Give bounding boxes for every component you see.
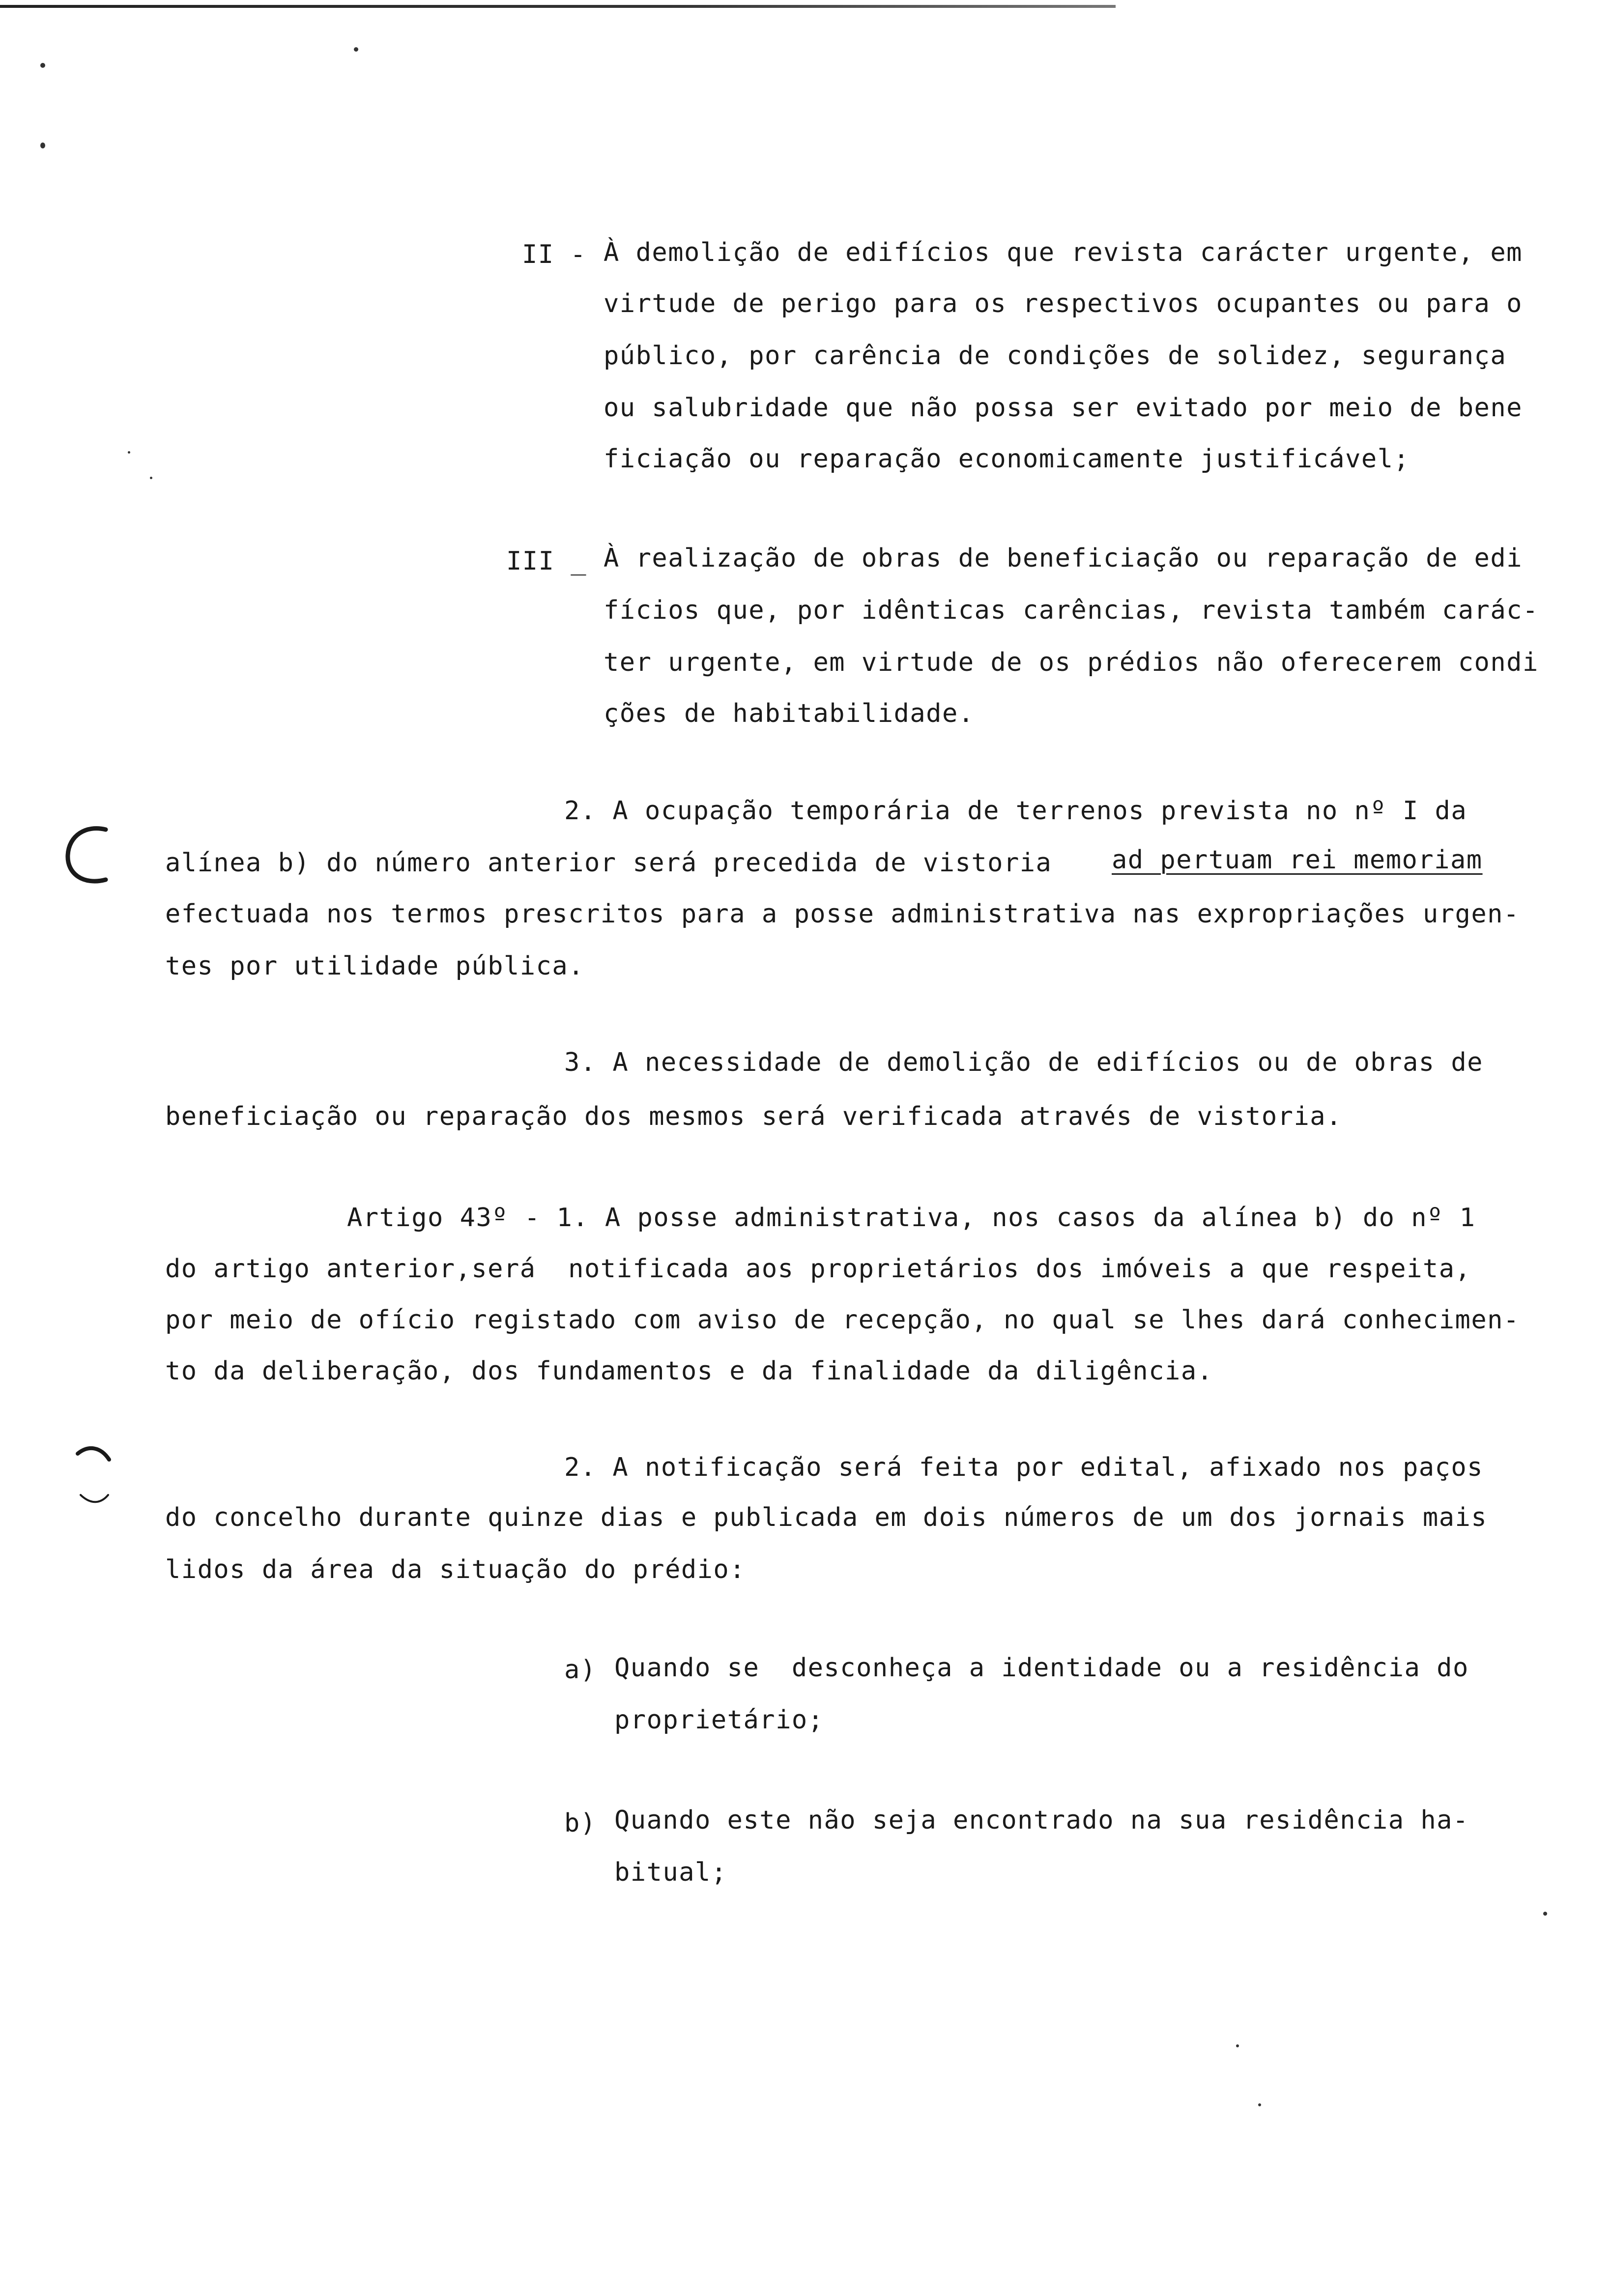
list-label: b) bbox=[564, 1808, 597, 1838]
text-line: to da deliberação, dos fundamentos e da finalidade da diligência. bbox=[165, 1356, 1213, 1386]
text-line: por meio de ofício registado com aviso de recepção, no qual se lhes dará conhecimen- bbox=[165, 1305, 1520, 1335]
text-line: fícios que, por idênticas carências, revista também carác- bbox=[604, 596, 1539, 625]
text-line: bitual; bbox=[614, 1858, 727, 1887]
text-line: ou salubridade que não possa ser evitado por meio de bene bbox=[604, 393, 1523, 423]
latin-phrase: ad pertuam rei memoriam bbox=[1112, 845, 1483, 875]
text-line: 3. A necessidade de demolição de edifícios ou de obras de bbox=[564, 1048, 1483, 1077]
text-line: 2. A notificação será feita por edital, afixado nos paços bbox=[564, 1453, 1483, 1482]
text-line: Quando este não seja encontrado na sua residência ha- bbox=[614, 1806, 1469, 1835]
scan-speck bbox=[150, 477, 152, 479]
text-line: beneficiação ou reparação dos mesmos será verificada através de vistoria. bbox=[165, 1102, 1342, 1131]
text-line: ter urgente, em virtude de os prédios não oferecerem condi bbox=[604, 648, 1539, 677]
text-line: alínea b) do número anterior será precedida de vistoria bbox=[165, 848, 1052, 878]
text-line: do artigo anterior,será notificada aos proprietários dos imóveis a que respeita, bbox=[165, 1254, 1471, 1284]
text-line: ções de habitabilidade. bbox=[604, 699, 975, 728]
scan-speck bbox=[40, 143, 45, 148]
item-numeral: II - bbox=[522, 240, 587, 269]
text-line: Quando se desconheça a identidade ou a residência do bbox=[614, 1653, 1469, 1683]
text-line: À realização de obras de beneficiação ou reparação de edi bbox=[604, 544, 1523, 573]
scan-speck bbox=[1236, 2044, 1239, 2047]
text-line: tes por utilidade pública. bbox=[165, 951, 584, 981]
binding-hole-mark bbox=[59, 821, 113, 890]
text-line: Artigo 43º - 1. A posse administrativa, nos casos da alínea b) do nº 1 bbox=[347, 1203, 1476, 1233]
scan-speck bbox=[40, 63, 45, 68]
text-line: efectuada nos termos prescritos para a posse administrativa nas expropriações urgen- bbox=[165, 899, 1520, 929]
text-line: 2. A ocupação temporária de terrenos prevista no nº I da bbox=[564, 796, 1468, 826]
text-line: público, por carência de condições de solidez, segurança bbox=[604, 341, 1507, 371]
text-line: proprietário; bbox=[614, 1705, 824, 1735]
scan-speck bbox=[354, 47, 358, 52]
scan-speck bbox=[1543, 1912, 1547, 1916]
text-line: ficiação ou reparação economicamente justificável; bbox=[604, 444, 1410, 474]
top-border-line bbox=[0, 5, 1116, 8]
text-line: lidos da área da situação do prédio: bbox=[165, 1555, 746, 1584]
scan-speck bbox=[1258, 2103, 1261, 2106]
scan-speck bbox=[128, 451, 130, 454]
text-line: do concelho durante quinze dias e publicada em dois números de um dos jornais mais bbox=[165, 1503, 1488, 1532]
item-numeral: III _ bbox=[506, 546, 587, 576]
binding-hole-mark bbox=[74, 1440, 113, 1514]
text-line: À demolição de edifícios que revista carácter urgente, em bbox=[604, 238, 1523, 267]
list-label: a) bbox=[564, 1655, 597, 1685]
text-line: virtude de perigo para os respectivos ocupantes ou para o bbox=[604, 289, 1523, 318]
